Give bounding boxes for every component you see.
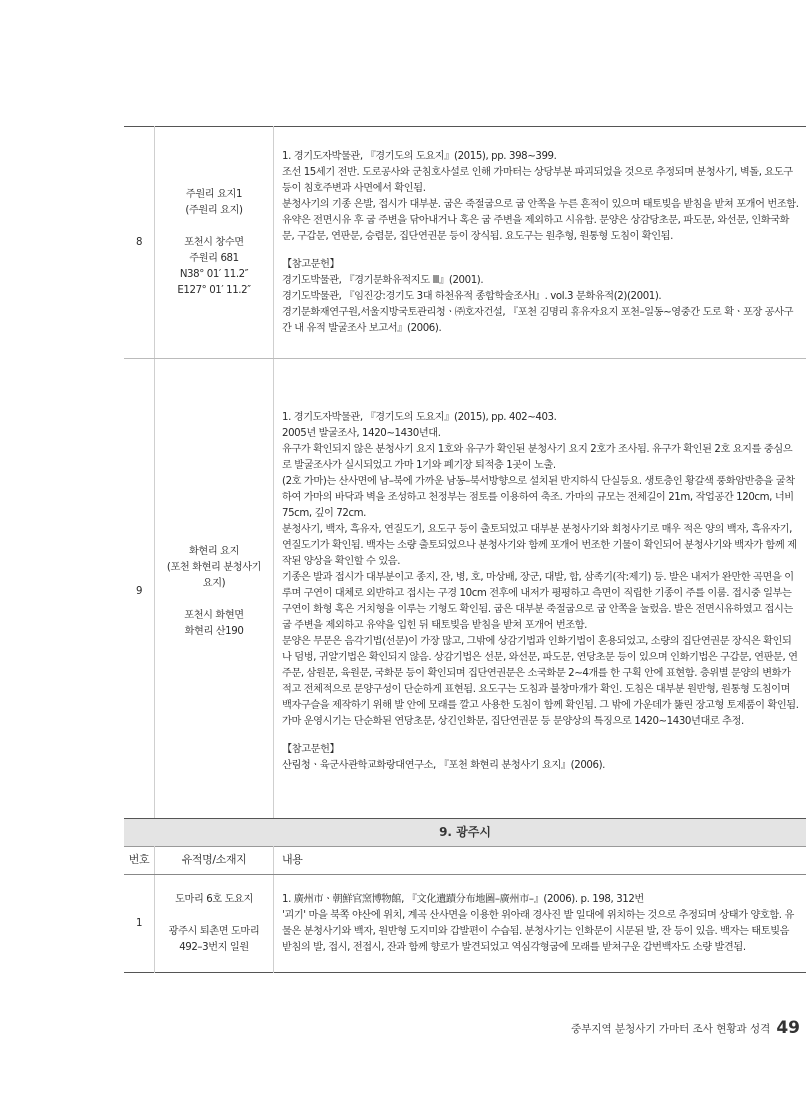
site-line: N38° 01′ 11.2″ [179,268,249,280]
reference-line: 산림청ㆍ육군사관학교화랑대연구소, 『포천 화현리 분청사기 요지』(2006). [282,759,605,771]
site-line: 도마리 6호 도요지 [175,893,253,905]
reference-line: 1. 廣州市ㆍ朝鮮官窯博物館, 『文化遺蹟分布地圖–廣州市–』(2006). p. 198, 312번 [282,893,644,905]
section-title: 9. 광주시 [124,818,806,847]
row-number: 9 [124,359,155,825]
description-paragraph: 유구가 확인되지 않은 분청사기 요지 1호와 유구가 확인된 분청사기 요지 2호가 조사됨. 유구가 확인된 2호 요지를 중심으로 발굴조사가 실시되었고 가마 1기와 폐기장 퇴적층 1곳이 노출. [282,443,793,471]
site-line: 화현리 요지 [188,545,240,557]
description-paragraph: 2005년 발굴조사, 1420∼1430년대. [282,427,441,439]
site-name-location [155,359,274,825]
site-name-location [155,127,274,359]
site-line: 포천시 창수면 [184,236,244,248]
site-line: (포천 화현리 분청사기 [166,561,262,573]
description-paragraph: (2호 가마)는 산사면에 남–북에 가까운 남동–북서방향으로 설치된 반지하식 단실등요. 생토층인 황갈색 풍화암반층을 굴착하여 가마의 바닥과 벽을 조성하고 천정부는 점토를 이용하여 축조. 가마의 규모는 전체길이 21m, 작업공간 120cm, 너비 75cm, 깊이 72cm. [282,475,795,519]
site-line: 주원리 요지1 [185,188,243,200]
spacer [282,730,800,742]
references-heading: 【참고문헌】 [282,743,340,755]
table-header-row [124,846,806,875]
reference-line: 1. 경기도자박물관, 『경기도의 도요지』(2015), pp. 402∼403. [282,411,557,423]
running-title: 중부지역 분청사기 가마터 조사 현황과 성격 [571,1023,771,1035]
site-line: 요지) [202,577,226,589]
site-line [157,592,271,608]
description-paragraph: 기종은 발과 접시가 대부분이고 종지, 잔, 병, 호, 마상배, 장군, 대발, 합, 삼족기(작:제기) 등. 발은 내저가 완만한 곡면을 이루며 구연이 대체로 외반하고 접시는 구경 10cm 전후에 내저가 평평하고 측면이 직립한 기종이 주를 이룸. 접시중 일부는 구연이 화형 혹은 거치형을 이루는 기형도 확인됨. 굽은 대부분 죽절굽으로 굽 안쪽을 눌렀음. 발은 전면시유하였고 접시는 굽 주변을 제외하고 유약을 입힌 뒤 태토빚음 받침을 받쳐 포개어 번조함. [282,571,794,631]
header-num: 번호 [124,846,155,875]
header-site: 유적명/소재지 [155,846,274,875]
table-row [124,359,806,825]
reference-line: 경기도박물관, 『경기문화유적지도 Ⅲ』(2001). [282,274,484,286]
spacer [282,245,800,257]
reference-line: 경기도박물관, 『임진강:경기도 3대 하천유적 종합학술조사Ⅰ』. vol.3 문화유적(2)(2001). [282,290,662,302]
description-cell [274,875,807,973]
description-paragraph: 분청사기, 백자, 흑유자, 연질도기, 요도구 등이 출토되었고 대부분 분청사기와 회청사기로 매우 적은 양의 백자, 흑유자기, 연질도기가 확인됨. 백자는 소량 출토되었으나 분청사기와 함께 포개어 번조한 기물이 확인되어 분청사기와 백자가 함께 제작된 양상을 확인할 수 있음. [282,523,797,567]
kiln-table-2 [124,846,806,973]
table-row [124,875,806,973]
row-number: 8 [124,127,155,359]
description-paragraph: 조선 15세기 전반. 도로공사와 군침호사설로 인해 가마터는 상당부분 파괴되었을 것으로 추정되며 분청사기, 벽돌, 요도구 등이 침호주변과 사면에서 확인됨. [282,166,793,194]
description-paragraph: 문양은 무문은 음각기법(선문)이 가장 많고, 그밖에 상감기법과 인화기법이 혼용되었고, 소량의 집단연권문 장식은 확인되나 덤벙, 귀얄기법은 확인되지 않음. 상감기법은 선문, 와선문, 파도문, 연당초문 등이 있으며 인화기법은 구갑문, 연판문, 연주문, 삼원문, 육원문, 국화문 등이 확인되며 집단연권문은 소국화문 2∼4개를 한 구획 안에 표현함. 층위별 문양의 변화가 적고 전체적으로 문양구성이 단순하게 표현됨. 요도구는 도침과 불창마개가 확인. 도침은 대부분 원반형, 원통형 도침이며 백자구슬을 제작하기 위해 발 안에 모래를 깔고 사용한 도침이 함께 확인됨. 그 밖에 가운데가 뚫린 장고형 토제품이 확인됨. 가마 운영시기는 단순화된 연당초문, 상긴인화문, 집단연권문 등 문양상의 특징으로 1420∼1430년대로 추정. [282,635,799,727]
site-line: E127° 01′ 11.2″ [177,284,251,296]
description-paragraph: 분청사기의 기종 은발, 접시가 대부분. 굽은 죽절굽으로 굽 안쪽을 누른 흔적이 있으며 태토빚음 받침을 받쳐 포개어 번조함. 유약은 전면시유 후 굽 주변을 닦아내거나 혹은 굽 주변을 제외하고 시유함. 문양은 상감당초문, 파도문, 와선문, 인화국화문, 구갑문, 연판문, 승렴문, 집단연권문 등이 장식됨. 요도구는 원추형, 원통형 도침이 확인됨. [282,198,799,242]
page-footer [503,1018,800,1038]
site-line: 포천시 화현면 [184,609,244,621]
description-cell [274,127,807,359]
row-number: 1 [124,875,155,973]
references-heading: 【참고문헌】 [282,258,340,270]
site-line [157,908,271,924]
site-line: 광주시 퇴촌면 도마리 [168,925,260,937]
kiln-table-1 [124,126,806,825]
table-row [124,127,806,359]
description-cell [274,359,807,825]
header-content: 내용 [274,846,807,875]
reference-line: 경기문화재연구원,서울지방국토관리청ㆍ㈜호자건설, 『포천 김명리 휴유자요지 포천–일동∼영중간 도로 확ㆍ포장 공사구간 내 유적 발굴조사 보고서』(2006). [282,306,794,334]
site-name-location [155,875,274,973]
site-line: 주원리 681 [189,252,239,264]
site-line: 화현리 산190 [184,625,244,637]
description-paragraph: '괴기' 마을 북쪽 야산에 위치, 계곡 산사면을 이용한 위아래 경사진 밭 일대에 위치하는 것으로 추정되며 상태가 양호함. 유물은 분청사기와 백자, 원반형 도지미와 갑발편이 수습됨. 분청사기는 인화문이 시문된 발, 잔 등이 있음. 백자는 태토빚음 받침의 발, 접시, 전접시, 잔과 함께 향로가 발견되었고 역심각형굽에 모래를 받쳐구운 갑번백자도 소량 발견됨. [282,909,794,953]
reference-line: 1. 경기도자박물관, 『경기도의 도요지』(2015), pp. 398∼399. [282,150,557,162]
site-line [157,219,271,235]
site-line: 492–3번지 일원 [179,941,249,953]
page-number: 49 [776,1018,800,1038]
site-line: (주원리 요지) [185,204,243,216]
